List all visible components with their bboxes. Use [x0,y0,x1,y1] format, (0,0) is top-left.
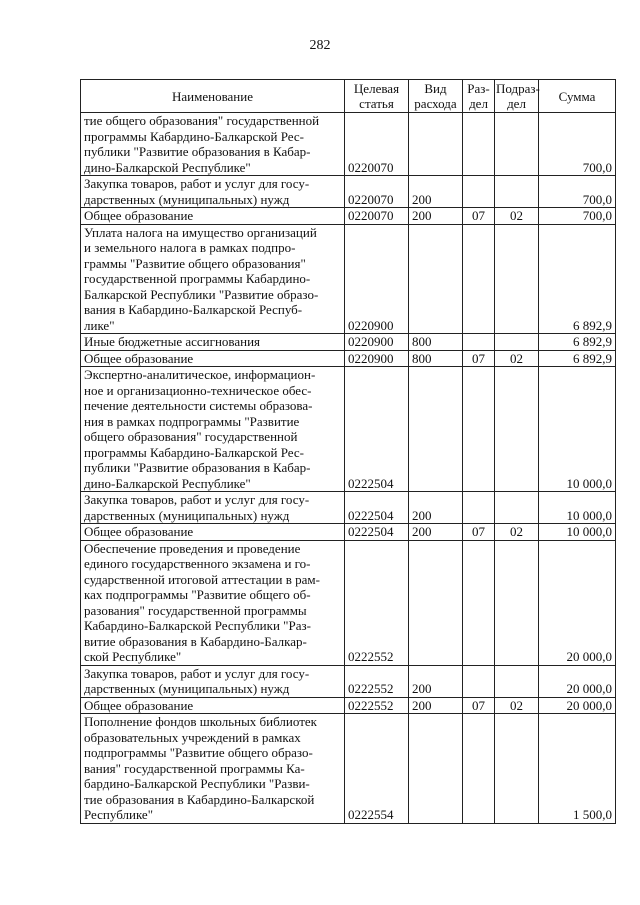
header-name: Наименование [81,80,345,113]
cell-sum: 20 000,0 [539,697,616,714]
table-row [81,524,616,541]
cell-name: Обеспечение проведения и проведение единого государственного экзамена и го- сударственной итоговой аттестации в рам- ках подпрограммы "Развитие общего об- разования" государственной программы Кабардино-Балкарской Республики "Раз- витие образования в Кабардино-Балкар- ской Республике" [81,540,345,665]
cell-expense-kind: 200 [409,524,463,541]
cell-expense-kind: 200 [409,697,463,714]
cell-expense-kind: 800 [409,350,463,367]
cell-subsection [495,113,539,176]
cell-sum: 10 000,0 [539,492,616,524]
header-expense-kind: Вид расхода [409,80,463,113]
header-subsection: Подраз- дел [496,81,540,111]
cell-target-article: 0220900 [345,350,409,367]
cell-sum: 20 000,0 [539,665,616,697]
cell-subsection: 02 [495,524,539,541]
cell-sum: 10 000,0 [539,524,616,541]
cell-expense-kind [409,367,463,492]
cell-sum: 700,0 [539,208,616,225]
cell-expense-kind [409,540,463,665]
header-sum: Сумма [539,80,616,113]
cell-section [463,367,495,492]
cell-name: Общее образование [81,208,345,225]
cell-target-article: 0222504 [345,492,409,524]
cell-target-article: 0220900 [345,224,409,334]
cell-name: Иные бюджетные ассигнования [81,334,345,351]
header-target-article: Целевая статья [345,80,409,113]
cell-subsection [495,334,539,351]
table-row [81,113,616,176]
page-number: 282 [309,38,331,53]
cell-sum: 6 892,9 [539,334,616,351]
cell-target-article: 0222552 [345,665,409,697]
cell-expense-kind: 200 [409,208,463,225]
table-row [81,367,616,492]
cell-section [463,224,495,334]
cell-target-article: 0220070 [345,176,409,208]
cell-sum: 10 000,0 [539,367,616,492]
cell-target-article: 0222552 [345,697,409,714]
cell-sum: 700,0 [539,113,616,176]
cell-target-article: 0222504 [345,524,409,541]
cell-section: 07 [463,524,495,541]
cell-subsection [495,367,539,492]
cell-name: Закупка товаров, работ и услуг для госу- дарственных (муниципальных) нужд [81,665,345,697]
header-section: Раз- дел [463,80,495,113]
table-row [81,224,616,334]
cell-section [463,113,495,176]
cell-expense-kind: 200 [409,492,463,524]
cell-sum: 6 892,9 [539,350,616,367]
cell-sum: 20 000,0 [539,540,616,665]
cell-target-article: 0220900 [345,334,409,351]
table-row [81,208,616,225]
table-row [81,334,616,351]
cell-name: Закупка товаров, работ и услуг для госу- дарственных (муниципальных) нужд [81,176,345,208]
budget-table [80,79,616,824]
cell-subsection: 02 [495,208,539,225]
table-row [81,714,616,824]
cell-target-article: 0220070 [345,208,409,225]
cell-subsection [495,540,539,665]
cell-sum: 700,0 [539,176,616,208]
cell-section [463,714,495,824]
cell-target-article: 0222504 [345,367,409,492]
cell-target-article: 0222554 [345,714,409,824]
cell-name: Экспертно-аналитическое, информацион- ное и организационно-техническое обес- печение деятельности системы образова- ния в рамках подпрограммы "Развитие общего образования" государственной программы Кабардино-Балкарской Рес- публики "Развитие образования в Кабар- дино-Балкарской Республике" [81,367,345,492]
cell-expense-kind: 200 [409,665,463,697]
cell-section [463,334,495,351]
cell-subsection [495,224,539,334]
cell-sum: 6 892,9 [539,224,616,334]
cell-section [463,540,495,665]
cell-name: тие общего образования" государственной программы Кабардино-Балкарской Рес- публики "Развитие образования в Кабар- дино-Балкарской Республике" [81,113,345,176]
table-header-row [81,80,616,113]
cell-name: Общее образование [81,350,345,367]
cell-name: Уплата налога на имущество организаций и земельного налога в рамках подпро- граммы "Развитие общего образования" государственной программы Кабардино- Балкарской Республики "Развитие образо- вания в Кабардино-Балкарской Респуб- лике" [81,224,345,334]
cell-subsection [495,665,539,697]
cell-section [463,665,495,697]
cell-expense-kind: 800 [409,334,463,351]
cell-name: Закупка товаров, работ и услуг для госу- дарственных (муниципальных) нужд [81,492,345,524]
cell-section [463,492,495,524]
cell-expense-kind [409,714,463,824]
cell-name: Общее образование [81,524,345,541]
table-row [81,540,616,665]
cell-target-article: 0220070 [345,113,409,176]
cell-subsection [495,176,539,208]
cell-subsection: 02 [495,350,539,367]
cell-sum: 1 500,0 [539,714,616,824]
cell-name: Пополнение фондов школьных библиотек образовательных учреждений в рамках подпрограммы "Развитие общего образо- вания" государственной программы Ка- бардино-Балкарской Республики "Разви- тие образования в Кабардино-Балкарской Республике" [81,714,345,824]
cell-expense-kind: 200 [409,176,463,208]
cell-section: 07 [463,208,495,225]
cell-section: 07 [463,697,495,714]
cell-expense-kind [409,224,463,334]
cell-subsection: 02 [495,697,539,714]
cell-subsection [495,714,539,824]
cell-target-article: 0222552 [345,540,409,665]
cell-section [463,176,495,208]
table-row [81,176,616,208]
table-row [81,665,616,697]
cell-expense-kind [409,113,463,176]
cell-subsection [495,492,539,524]
table-row [81,492,616,524]
table-row [81,350,616,367]
cell-name: Общее образование [81,697,345,714]
cell-section: 07 [463,350,495,367]
table-row [81,697,616,714]
